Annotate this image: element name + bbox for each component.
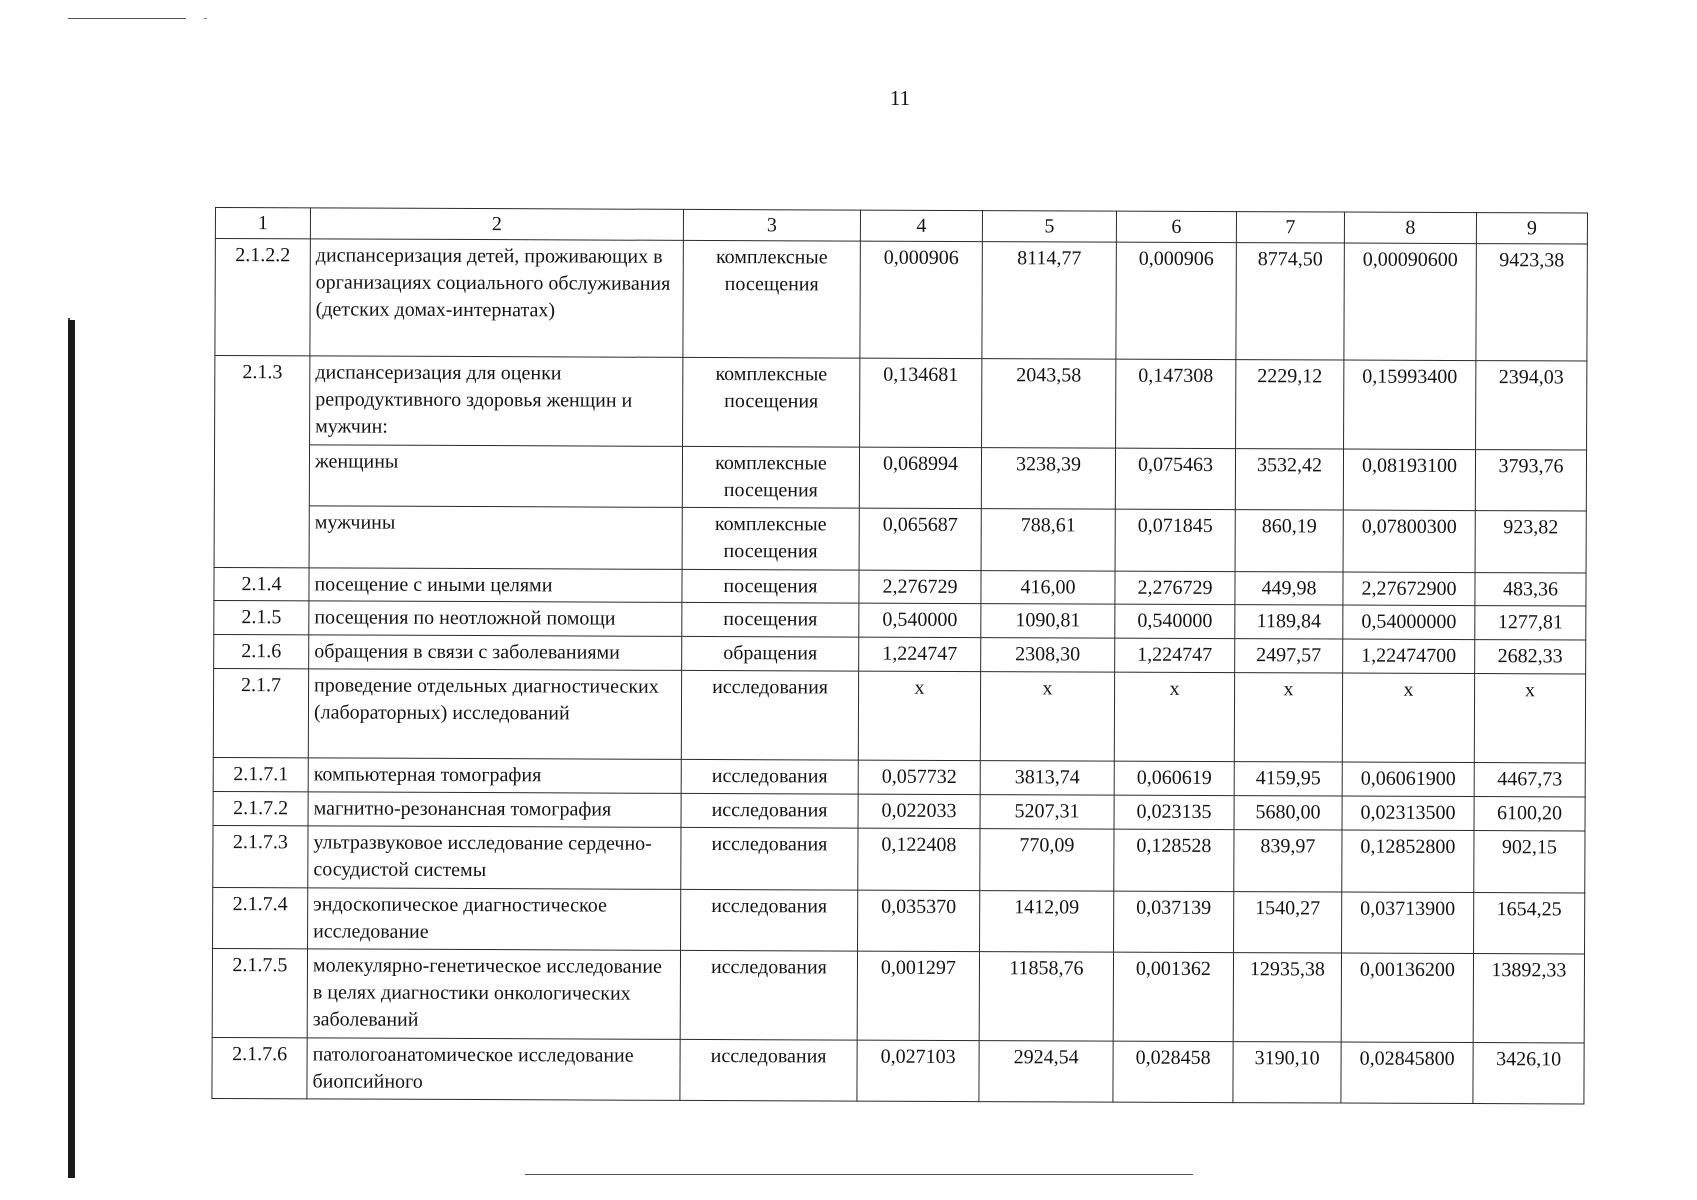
- value-col-8: x: [1342, 673, 1474, 763]
- value-col-8: 0,02845800: [1341, 1042, 1473, 1104]
- value-col-9: 1654,25: [1474, 893, 1585, 954]
- value-col-5: 1090,81: [981, 604, 1115, 639]
- value-col-7: 3532,42: [1235, 449, 1343, 510]
- binding-edge-bar: [68, 320, 75, 1178]
- row-unit: комплексные посещения: [683, 240, 860, 358]
- value-col-6: 0,071845: [1115, 509, 1235, 571]
- value-col-4: 0,001297: [857, 951, 979, 1040]
- value-col-6: 0,028458: [1113, 1041, 1233, 1102]
- value-col-7: 2497,57: [1235, 639, 1343, 673]
- value-col-9: 2682,33: [1475, 640, 1586, 674]
- row-number: 2.1.4: [214, 567, 309, 600]
- row-number: 2.1.7.2: [213, 791, 308, 825]
- tariff-table: [211, 207, 1588, 1105]
- row-unit: исследования: [681, 759, 858, 794]
- value-col-9: 3426,10: [1473, 1043, 1584, 1104]
- value-col-4: 0,065687: [859, 508, 981, 570]
- value-col-7: 860,19: [1235, 510, 1343, 572]
- value-col-4: 0,122408: [858, 828, 980, 890]
- value-col-5: x: [980, 672, 1114, 762]
- value-col-9: 1277,81: [1475, 606, 1586, 640]
- value-col-5: 2043,58: [982, 359, 1116, 449]
- value-col-4: 0,000906: [860, 241, 982, 358]
- value-col-8: 0,15993400: [1344, 360, 1476, 450]
- row-name: диспансеризация для оценки репродуктивного здоровья женщин и мужчин:: [310, 356, 683, 446]
- value-col-8: 0,08193100: [1343, 449, 1475, 511]
- value-col-9: 3793,76: [1475, 450, 1586, 511]
- value-col-8: 0,54000000: [1343, 605, 1475, 640]
- row-name: посещения по неотложной помощи: [309, 601, 682, 636]
- row-unit: обращения: [682, 636, 859, 671]
- table-row: [213, 757, 1585, 797]
- table-row: [212, 1037, 1584, 1104]
- table-row: [213, 791, 1585, 831]
- value-col-8: 2,27672900: [1343, 572, 1475, 606]
- value-col-4: 0,022033: [858, 794, 980, 828]
- row-unit: комплексные посещения: [682, 446, 859, 508]
- value-col-5: 2924,54: [979, 1041, 1113, 1103]
- value-col-6: 1,224747: [1115, 638, 1235, 672]
- value-col-9: 2394,03: [1476, 361, 1587, 450]
- table-row: [215, 239, 1587, 362]
- row-unit: исследования: [681, 827, 858, 890]
- value-col-7: 3190,10: [1233, 1042, 1341, 1103]
- value-col-6: x: [1114, 672, 1234, 761]
- value-col-7: 4159,95: [1234, 762, 1342, 796]
- header-cell: 8: [1344, 212, 1476, 244]
- row-number: 2.1.5: [214, 600, 309, 634]
- value-col-6: 0,001362: [1113, 952, 1233, 1041]
- value-col-5: 3238,39: [981, 448, 1115, 510]
- value-col-7: 2229,12: [1236, 360, 1344, 449]
- value-col-6: 0,060619: [1114, 761, 1234, 795]
- row-number: 2.1.7.1: [213, 757, 308, 791]
- table-row: [215, 356, 1587, 451]
- row-unit: исследования: [681, 793, 858, 828]
- row-number: 2.1.2.2: [215, 239, 310, 356]
- top-margin-rule: [68, 18, 186, 19]
- row-name: эндоскопическое диагностическое исследование: [308, 888, 681, 950]
- value-col-9: 923,82: [1475, 511, 1586, 573]
- row-name: компьютерная томография: [308, 758, 681, 793]
- value-col-5: 5207,31: [980, 795, 1114, 830]
- row-unit: исследования: [680, 1039, 857, 1101]
- header-cell: 7: [1236, 212, 1344, 243]
- table-row: [213, 668, 1585, 763]
- row-name: мужчины: [309, 506, 682, 569]
- value-col-7: x: [1234, 673, 1342, 762]
- page-number: 11: [889, 86, 911, 110]
- value-col-8: 0,03713900: [1342, 892, 1474, 954]
- bottom-margin-rule: [525, 1174, 1193, 1175]
- value-col-5: 2308,30: [981, 638, 1115, 673]
- header-cell: 3: [683, 209, 860, 241]
- value-col-9: 6100,20: [1474, 797, 1585, 831]
- row-name: ультразвуковое исследование сердечно-сосудистой системы: [308, 826, 681, 889]
- value-col-6: 0,540000: [1115, 604, 1235, 638]
- value-col-5: 788,61: [981, 509, 1115, 572]
- value-col-4: 0,540000: [859, 603, 981, 637]
- value-col-9: 4467,73: [1474, 763, 1585, 797]
- value-col-8: 0,06061900: [1342, 762, 1474, 797]
- row-number: 2.1.7.6: [212, 1037, 307, 1098]
- value-col-5: 1412,09: [980, 891, 1114, 953]
- value-col-4: x: [858, 671, 980, 760]
- value-col-4: 0,134681: [860, 358, 982, 447]
- row-name: магнитно-резонансная томография: [308, 792, 681, 827]
- value-col-4: 0,057732: [858, 760, 980, 794]
- value-col-5: 3813,74: [980, 761, 1114, 796]
- header-cell: 5: [982, 211, 1116, 243]
- header-cell: 2: [310, 208, 683, 240]
- value-col-8: 0,12852800: [1342, 830, 1474, 893]
- row-number: 2.1.7: [213, 668, 308, 757]
- value-col-8: 0,00090600: [1344, 243, 1476, 361]
- table-row: [214, 567, 1586, 606]
- value-col-7: 8774,50: [1236, 243, 1344, 360]
- table-row: [214, 634, 1586, 674]
- row-name: диспансеризация детей, проживающих в организациях социального обслуживания (детских домах-интернатах): [310, 239, 683, 357]
- value-col-4: 0,027103: [857, 1040, 979, 1101]
- table-row: [213, 887, 1585, 954]
- value-col-5: 770,09: [980, 829, 1114, 892]
- value-col-4: 0,035370: [858, 890, 980, 951]
- row-unit: исследования: [680, 950, 857, 1040]
- row-unit: посещения: [682, 569, 859, 603]
- table-row: [212, 948, 1584, 1043]
- row-unit: посещения: [682, 602, 859, 637]
- value-col-8: 0,07800300: [1343, 510, 1475, 573]
- value-col-9: 13892,33: [1473, 954, 1584, 1043]
- value-col-7: 839,97: [1234, 830, 1342, 892]
- value-col-7: 1540,27: [1234, 892, 1342, 953]
- value-col-4: 2,276729: [859, 570, 981, 603]
- value-col-6: 2,276729: [1115, 571, 1235, 604]
- value-col-8: 1,22474700: [1343, 639, 1475, 674]
- value-col-6: 0,023135: [1114, 795, 1234, 829]
- row-number: 2.1.3: [214, 356, 310, 568]
- header-cell: 9: [1476, 213, 1587, 244]
- value-col-7: 5680,00: [1234, 796, 1342, 830]
- value-col-5: 416,00: [981, 571, 1115, 605]
- table-row: [213, 825, 1585, 893]
- value-col-5: 11858,76: [979, 952, 1113, 1042]
- row-unit: комплексные посещения: [682, 507, 859, 570]
- value-col-4: 0,068994: [859, 447, 981, 508]
- value-col-6: 0,075463: [1115, 448, 1235, 509]
- row-name: обращения в связи с заболеваниями: [309, 635, 682, 670]
- row-number: 2.1.6: [214, 634, 309, 668]
- table-row: [214, 600, 1586, 640]
- row-unit: исследования: [681, 889, 858, 951]
- value-col-6: 0,147308: [1116, 359, 1236, 448]
- value-col-6: 0,037139: [1114, 891, 1234, 952]
- row-name: патологоанатомическое исследование биопсийного: [307, 1038, 680, 1100]
- value-col-7: 449,98: [1235, 572, 1343, 605]
- table-row: [214, 445, 1586, 512]
- value-col-9: 902,15: [1474, 831, 1585, 893]
- row-number: 2.1.7.3: [213, 825, 308, 887]
- row-name: женщины: [309, 445, 682, 507]
- header-cell: 6: [1116, 211, 1236, 242]
- value-col-9: 9423,38: [1476, 244, 1587, 361]
- row-unit: исследования: [681, 670, 858, 760]
- value-col-9: x: [1474, 674, 1585, 763]
- table-row: [214, 505, 1586, 573]
- row-number: 2.1.7.4: [213, 887, 308, 948]
- row-unit: комплексные посещения: [683, 357, 860, 447]
- value-col-4: 1,224747: [859, 637, 981, 671]
- row-name: проведение отдельных диагностических (лабораторных) исследований: [308, 669, 681, 759]
- row-number: 2.1.7.5: [212, 948, 307, 1037]
- row-name: посещение с иными целями: [309, 568, 682, 602]
- top-margin-mark: [204, 18, 207, 19]
- value-col-7: 12935,38: [1233, 953, 1341, 1042]
- header-cell: 1: [215, 208, 310, 239]
- header-cell: 4: [860, 210, 982, 241]
- value-col-5: 8114,77: [982, 242, 1116, 360]
- value-col-6: 0,128528: [1114, 829, 1234, 891]
- value-col-8: 0,02313500: [1342, 796, 1474, 831]
- row-name: молекулярно-генетическое исследование в целях диагностики онкологических заболеваний: [307, 949, 680, 1039]
- value-col-8: 0,00136200: [1341, 953, 1473, 1043]
- value-col-9: 483,36: [1475, 573, 1586, 606]
- value-col-7: 1189,84: [1235, 605, 1343, 639]
- value-col-6: 0,000906: [1116, 242, 1236, 359]
